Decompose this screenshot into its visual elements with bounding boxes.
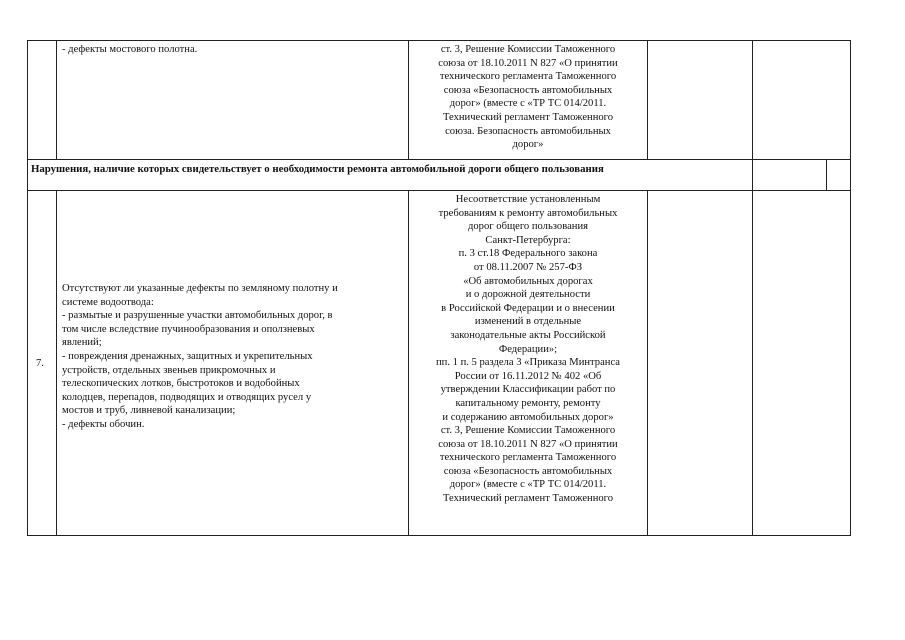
- prev-row-legal-line: союза «Безопасность автомобильных: [443, 84, 613, 96]
- row-7-legal-line: и содержанию автомобильных дорог»: [442, 411, 614, 423]
- row-7-legal-line: дорог» (вместе с «ТР ТС 014/2011.: [449, 479, 607, 491]
- table-col-divider-legal: [647, 40, 648, 159]
- row-7-legal-line: пп. 1 п. 5 раздела 3 «Приказа Минтранса: [435, 357, 620, 369]
- row-7-description-line: устройств, отдельных звеньев прикромочных и: [62, 364, 276, 376]
- row-7-legal-line: технического регламента Таможенного: [439, 452, 617, 464]
- row-7-legal-line: ст. 3, Решение Комиссии Таможенного: [440, 425, 616, 437]
- table-bottom-border: [27, 535, 851, 536]
- row-7-legal-line: требованиям к ремонту автомобильных: [438, 207, 618, 219]
- prev-row-description: [62, 43, 405, 57]
- table-col-divider-description: [408, 40, 409, 159]
- row-7-legal-line: утверждении Классификации работ по: [440, 384, 616, 396]
- row-7-legal-line: дорог общего пользования: [468, 221, 588, 233]
- row-7-legal-line: от 08.11.2007 № 257-ФЗ: [473, 261, 583, 273]
- row-7-description-line: мостов и труб, ливневой канализации;: [62, 405, 236, 417]
- prev-row-legal-line: союза от 18.10.2011 N 827 «О принятии: [438, 57, 618, 69]
- row-number: 7.: [36, 358, 44, 369]
- row-7-description-line: - дефекты обочин.: [62, 418, 145, 430]
- table-left-border: [27, 40, 28, 536]
- table-col-divider-number: [56, 40, 57, 159]
- row-7-legal-line: изменений в отдельные: [474, 316, 582, 328]
- table-col-divider-notes-section: [826, 159, 827, 190]
- section-heading: Нарушения, наличие которых свидетельствует о необходимости ремонта автомобильной дороги общего пользования: [31, 163, 604, 175]
- row-7-legal-line: союза от 18.10.2011 N 827 «О принятии: [438, 438, 618, 450]
- table-right-border: [850, 40, 851, 536]
- prev-row-legal-line: технического регламента Таможенного: [439, 71, 617, 83]
- prev-row-legal-line: дорог»: [512, 139, 544, 151]
- row-7-legal-line: капитальному ремонту, ремонту: [455, 397, 601, 409]
- row-7-legal-line: России от 16.11.2012 № 402 «Об: [454, 370, 602, 382]
- row-7-legal-line: Технический регламент Таможенного: [442, 493, 614, 505]
- row-7-description-line: Отсутствуют ли указанные дефекты по земляному полотну и: [62, 283, 338, 294]
- prev-row-legal-line: дорог» (вместе с «ТР ТС 014/2011.: [449, 98, 607, 110]
- row-7-legal-basis: [410, 193, 646, 506]
- row-7-description: [62, 282, 405, 432]
- row-7-legal-line: Несоответствие установленным: [455, 194, 601, 205]
- row-7-description-line: явлений;: [62, 337, 102, 349]
- row-7-legal-line: союза «Безопасность автомобильных: [443, 465, 613, 477]
- row-7-description-line: - повреждения дренажных, защитных и укрепительных: [62, 350, 313, 362]
- table-col-divider-number-lower: [56, 190, 57, 536]
- row-7-description-line: системе водоотвода:: [62, 296, 154, 308]
- table-col-divider-legal-lower: [647, 190, 648, 536]
- section-row-bottom-border: [27, 190, 851, 191]
- prev-row-legal-line: союза. Безопасность автомобильных: [445, 125, 611, 137]
- row-7-legal-line: п. 3 ст.18 Федерального закона: [458, 248, 598, 260]
- row-7-description-line: телескопических лотков, быстротоков и водобойных: [62, 378, 300, 390]
- prev-row-legal-line: ст. 3, Решение Комиссии Таможенного: [440, 44, 616, 55]
- row-7-legal-line: в Российской Федерации и о внесении: [441, 302, 615, 314]
- row-7-legal-line: Федерации»;: [498, 343, 558, 355]
- row-7-description-line: - размытые и разрушенные участки автомобильных дорог, в: [62, 310, 333, 322]
- row-7-legal-line: и о дорожной деятельности: [465, 289, 591, 301]
- row-7-legal-line: Санкт-Петербурга:: [485, 234, 571, 246]
- row-7-description-line: колодцев, перепадов, подводящих и отводящих русел у: [62, 391, 312, 403]
- table-col-divider-result: [752, 40, 753, 536]
- prev-row-legal-line: Технический регламент Таможенного: [442, 111, 614, 123]
- table-col-divider-description-lower: [408, 190, 409, 536]
- row-7-legal-line: законодательные акты Российской: [450, 329, 606, 341]
- row-7-legal-line: «Об автомобильных дорогах: [463, 275, 593, 287]
- prev-row-description-line: - дефекты мостового полотна.: [62, 44, 198, 55]
- table-top-border: [27, 40, 851, 41]
- row-7-description-line: том числе вследствие пучинообразования и оползневых: [62, 323, 315, 335]
- section-row-top-border: [27, 159, 851, 160]
- prev-row-legal-basis: [410, 43, 646, 152]
